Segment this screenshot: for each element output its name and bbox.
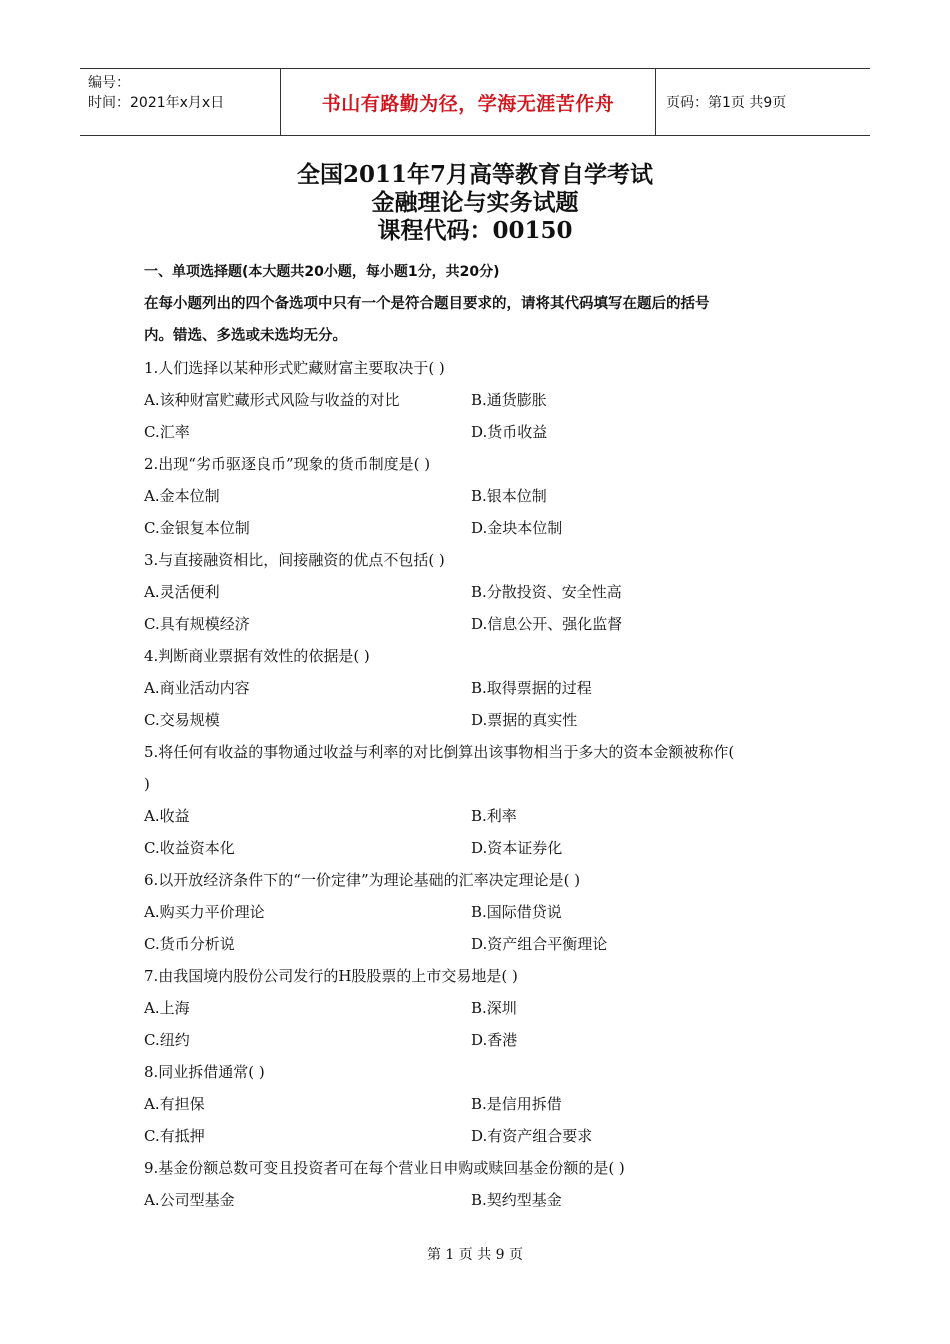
exam-title: 全国2011年7月高等教育自学考试	[296, 161, 654, 188]
question-text: 7.由我国境内股份公司发行的H股股票的上市交易地是( )	[144, 967, 518, 985]
option-row	[144, 704, 814, 736]
option-b: B.银本位制	[471, 487, 547, 505]
option-row	[144, 896, 814, 928]
option-row	[144, 928, 814, 960]
question-text: 2.出现“劣币驱逐良币”现象的货币制度是( )	[144, 455, 431, 473]
page-info: 页码：第1页 共9页	[666, 95, 787, 111]
page-header	[80, 68, 870, 136]
option-row	[144, 1088, 814, 1120]
option-row	[144, 384, 814, 416]
option-c: C.汇率	[144, 423, 190, 441]
course-code: 课程代码：00150	[377, 217, 573, 244]
option-d: D.票据的真实性	[471, 711, 578, 729]
option-d: D.资本证券化	[471, 839, 563, 857]
option-b: B.契约型基金	[471, 1191, 562, 1209]
header-left	[80, 69, 280, 135]
option-a: A.上海	[144, 999, 190, 1017]
option-b: B.是信用拆借	[471, 1095, 562, 1113]
option-d: D.资产组合平衡理论	[471, 935, 608, 953]
option-b: B.取得票据的过程	[471, 679, 592, 697]
option-b: B.分散投资、安全性高	[471, 583, 622, 601]
option-b: B.利率	[471, 807, 517, 825]
question-text: 6.以开放经济条件下的“一价定律”为理论基础的汇率决定理论是( )	[144, 871, 581, 889]
option-c: C.交易规模	[144, 711, 220, 729]
option-d: D.香港	[471, 1031, 518, 1049]
section-heading: 一、单项选择题(本大题共20小题，每小题1分，共20分)	[144, 264, 500, 280]
serial-label: 编号：	[88, 75, 130, 91]
option-b: B.深圳	[471, 999, 517, 1017]
option-row	[144, 416, 814, 448]
option-c: C.具有规模经济	[144, 615, 250, 633]
question-text: 9.基金份额总数可变且投资者可在每个营业日申购或赎回基金份额的是( )	[144, 1159, 625, 1177]
option-a: A.商业活动内容	[144, 679, 250, 697]
option-row	[144, 608, 814, 640]
option-a: A.购买力平价理论	[144, 903, 265, 921]
option-row	[144, 1024, 814, 1056]
option-a: A.该种财富贮藏形式风险与收益的对比	[144, 391, 400, 409]
question-text: 1.人们选择以某种形式贮藏财富主要取决于( )	[144, 359, 445, 377]
option-d: D.信息公开、强化监督	[471, 615, 623, 633]
option-c: C.有抵押	[144, 1127, 205, 1145]
question-text: 4.判断商业票据有效性的依据是( )	[144, 647, 370, 665]
option-row	[144, 480, 814, 512]
question-text: 5.将任何有收益的事物通过收益与利率的对比倒算出该事物相当于多大的资本金额被称作(	[144, 743, 735, 761]
question-text: 3.与直接融资相比，间接融资的优点不包括( )	[144, 551, 445, 569]
option-a: A.收益	[144, 807, 190, 825]
subject-title: 金融理论与实务试题	[371, 189, 579, 216]
instruction-line: 在每小题列出的四个备选项中只有一个是符合题目要求的，请将其代码填写在题后的括号	[144, 296, 710, 312]
option-a: A.公司型基金	[144, 1191, 235, 1209]
option-d: D.货币收益	[471, 423, 548, 441]
question-text-continued: )	[144, 775, 150, 793]
motto: 书山有路勤为径，学海无涯苦作舟	[280, 69, 656, 135]
option-row	[144, 576, 814, 608]
option-c: C.货币分析说	[144, 935, 235, 953]
option-row	[144, 832, 814, 864]
option-a: A.有担保	[144, 1095, 205, 1113]
option-row	[144, 672, 814, 704]
option-d: D.金块本位制	[471, 519, 563, 537]
option-d: D.有资产组合要求	[471, 1127, 593, 1145]
option-c: C.金银复本位制	[144, 519, 250, 537]
option-a: A.金本位制	[144, 487, 220, 505]
option-row	[144, 992, 814, 1024]
instruction-line: 内。错选、多选或未选均无分。	[144, 328, 347, 344]
option-row	[144, 1120, 814, 1152]
question-text: 8.同业拆借通常( )	[144, 1063, 265, 1081]
option-b: B.国际借贷说	[471, 903, 562, 921]
option-row	[144, 1184, 814, 1216]
option-a: A.灵活便利	[144, 583, 220, 601]
option-b: B.通货膨胀	[471, 391, 547, 409]
time-label: 时间：2021年x月x日	[88, 95, 225, 111]
page-footer: 第 1 页 共 9 页	[426, 1247, 524, 1263]
option-row	[144, 800, 814, 832]
option-c: C.纽约	[144, 1031, 190, 1049]
option-c: C.收益资本化	[144, 839, 235, 857]
option-row	[144, 512, 814, 544]
exam-content	[144, 256, 814, 1216]
